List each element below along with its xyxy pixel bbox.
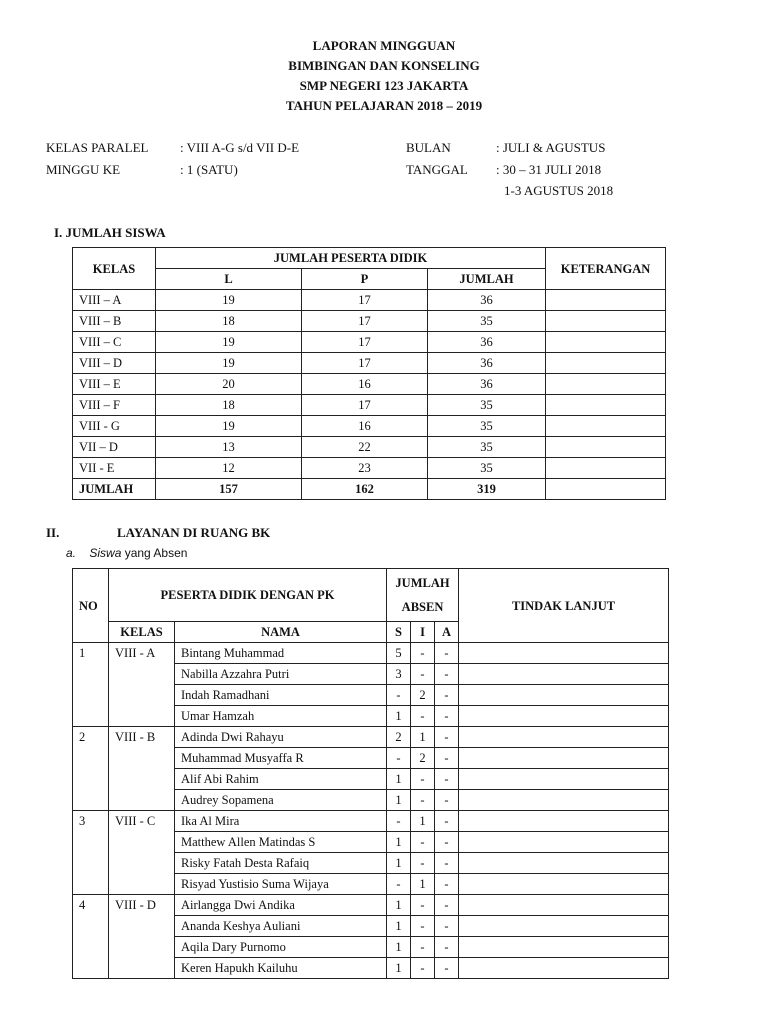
cell-i: 2 <box>411 685 435 706</box>
col-absen-header-line2: ABSEN <box>401 600 444 614</box>
cell-nama: Keren Hapukh Kailuhu <box>175 958 387 979</box>
cell-a: - <box>435 790 459 811</box>
cell-a: - <box>435 958 459 979</box>
cell-s: 1 <box>387 916 411 937</box>
col-i-header: I <box>411 622 435 643</box>
cell-no: 2 <box>73 727 109 811</box>
cell-tindak-lanjut <box>459 874 669 895</box>
cell-nama: Risyad Yustisio Suma Wijaya <box>175 874 387 895</box>
cell-kelas: VIII - G <box>73 416 156 437</box>
cell-nama: Matthew Allen Matindas S <box>175 832 387 853</box>
table-row <box>73 811 669 832</box>
table-row <box>73 416 666 437</box>
cell-kelas: VIII - B <box>109 727 175 811</box>
cell-a: - <box>435 937 459 958</box>
cell-nama: Airlangga Dwi Andika <box>175 895 387 916</box>
cell-nama: Audrey Sopamena <box>175 790 387 811</box>
cell-s: 3 <box>387 664 411 685</box>
cell-tindak-lanjut <box>459 664 669 685</box>
table-row <box>73 311 666 332</box>
section-1-title: I. JUMLAH SISWA <box>54 225 166 240</box>
cell-s: 1 <box>387 769 411 790</box>
cell-s: 2 <box>387 727 411 748</box>
cell-jumlah: 35 <box>428 311 546 332</box>
cell-l: 19 <box>156 416 302 437</box>
cell-tindak-lanjut <box>459 706 669 727</box>
jumlah-siswa-table <box>72 247 666 500</box>
cell-i: - <box>411 664 435 685</box>
cell-keterangan <box>546 311 666 332</box>
cell-kelas: VIII – B <box>73 311 156 332</box>
cell-a: - <box>435 811 459 832</box>
col-s-header: S <box>387 622 411 643</box>
cell-jumlah: 36 <box>428 290 546 311</box>
cell-nama: Umar Hamzah <box>175 706 387 727</box>
cell-i: - <box>411 790 435 811</box>
cell-p: 162 <box>302 479 428 500</box>
table-row <box>73 437 666 458</box>
bulan-label: BULAN <box>406 140 451 155</box>
cell-kelas: VIII – E <box>73 374 156 395</box>
cell-keterangan <box>546 437 666 458</box>
cell-keterangan <box>546 458 666 479</box>
cell-l: 157 <box>156 479 302 500</box>
cell-p: 17 <box>302 353 428 374</box>
cell-nama: Ika Al Mira <box>175 811 387 832</box>
cell-tindak-lanjut <box>459 727 669 748</box>
cell-kelas: JUMLAH <box>73 479 156 500</box>
cell-i: - <box>411 958 435 979</box>
cell-tindak-lanjut <box>459 748 669 769</box>
cell-nama: Indah Ramadhani <box>175 685 387 706</box>
cell-p: 17 <box>302 290 428 311</box>
cell-nama: Bintang Muhammad <box>175 643 387 664</box>
col-nama-header: NAMA <box>175 622 387 643</box>
subsection-a <box>66 546 187 560</box>
siswa-absen-table <box>72 568 669 979</box>
cell-i: - <box>411 937 435 958</box>
cell-i: - <box>411 643 435 664</box>
col-kelas-header: KELAS <box>73 248 156 290</box>
bulan-value: : JULI & AGUSTUS <box>496 140 606 155</box>
header-year: TAHUN PELAJARAN 2018 – 2019 <box>285 98 483 113</box>
cell-tindak-lanjut <box>459 685 669 706</box>
col-p-header: P <box>302 269 428 290</box>
tanggal-label: TANGGAL <box>406 162 468 177</box>
cell-jumlah: 35 <box>428 458 546 479</box>
cell-i: - <box>411 916 435 937</box>
cell-keterangan <box>546 290 666 311</box>
cell-i: - <box>411 895 435 916</box>
cell-a: - <box>435 874 459 895</box>
table-row <box>73 374 666 395</box>
table-row <box>73 395 666 416</box>
cell-kelas: VIII – A <box>73 290 156 311</box>
cell-a: - <box>435 748 459 769</box>
cell-p: 16 <box>302 374 428 395</box>
cell-l: 12 <box>156 458 302 479</box>
cell-s: 1 <box>387 958 411 979</box>
cell-p: 16 <box>302 416 428 437</box>
col-l-header: L <box>156 269 302 290</box>
tanggal-value-2: 1-3 AGUSTUS 2018 <box>504 183 614 198</box>
cell-p: 17 <box>302 332 428 353</box>
col-total-header: JUMLAH <box>428 269 546 290</box>
cell-a: - <box>435 916 459 937</box>
cell-jumlah: 36 <box>428 353 546 374</box>
minggu-value: : 1 (SATU) <box>180 162 238 177</box>
cell-i: - <box>411 832 435 853</box>
col-peserta-header: PESERTA DIDIK DENGAN PK <box>109 569 387 622</box>
cell-l: 19 <box>156 290 302 311</box>
cell-no: 3 <box>73 811 109 895</box>
cell-kelas: VIII – F <box>73 395 156 416</box>
cell-s: - <box>387 685 411 706</box>
header-subtitle: BIMBINGAN DAN KONSELING <box>288 58 480 73</box>
cell-kelas: VIII - D <box>109 895 175 979</box>
section-2-number: II. <box>46 525 60 540</box>
cell-i: - <box>411 706 435 727</box>
cell-p: 23 <box>302 458 428 479</box>
cell-nama: Adinda Dwi Rahayu <box>175 727 387 748</box>
cell-s: 1 <box>387 790 411 811</box>
cell-keterangan <box>546 332 666 353</box>
cell-s: - <box>387 874 411 895</box>
cell-l: 19 <box>156 353 302 374</box>
cell-jumlah: 319 <box>428 479 546 500</box>
cell-a: - <box>435 643 459 664</box>
cell-p: 22 <box>302 437 428 458</box>
cell-s: 1 <box>387 937 411 958</box>
cell-s: 1 <box>387 706 411 727</box>
cell-tindak-lanjut <box>459 832 669 853</box>
col-a-header: A <box>435 622 459 643</box>
table-row <box>73 458 666 479</box>
cell-no: 1 <box>73 643 109 727</box>
cell-no: 4 <box>73 895 109 979</box>
cell-tindak-lanjut <box>459 895 669 916</box>
cell-l: 19 <box>156 332 302 353</box>
cell-nama: Alif Abi Rahim <box>175 769 387 790</box>
cell-tindak-lanjut <box>459 811 669 832</box>
col-keterangan-header: KETERANGAN <box>546 248 666 290</box>
col-tindak-header: TINDAK LANJUT <box>459 569 669 643</box>
cell-nama: Muhammad Musyaffa R <box>175 748 387 769</box>
kelas-value: : VIII A-G s/d VII D-E <box>180 140 300 155</box>
cell-kelas: VIII - A <box>109 643 175 727</box>
tanggal-value: : 30 – 31 JULI 2018 <box>496 162 602 177</box>
cell-i: 1 <box>411 874 435 895</box>
cell-i: 1 <box>411 727 435 748</box>
header-title: LAPORAN MINGGUAN <box>312 38 456 53</box>
cell-keterangan <box>546 353 666 374</box>
cell-a: - <box>435 895 459 916</box>
cell-a: - <box>435 769 459 790</box>
cell-s: 5 <box>387 643 411 664</box>
cell-tindak-lanjut <box>459 937 669 958</box>
cell-l: 13 <box>156 437 302 458</box>
cell-s: 1 <box>387 832 411 853</box>
cell-kelas: VIII - C <box>109 811 175 895</box>
cell-nama: Ananda Keshya Auliani <box>175 916 387 937</box>
table-row <box>73 643 669 664</box>
cell-tindak-lanjut <box>459 958 669 979</box>
col-kelas-header: KELAS <box>109 622 175 643</box>
header-school: SMP NEGERI 123 JAKARTA <box>299 78 469 93</box>
table-row <box>73 895 669 916</box>
cell-i: - <box>411 769 435 790</box>
cell-a: - <box>435 727 459 748</box>
cell-nama: Aqila Dary Purnomo <box>175 937 387 958</box>
cell-jumlah: 35 <box>428 416 546 437</box>
cell-s: 1 <box>387 895 411 916</box>
section-2-title: LAYANAN DI RUANG BK <box>117 525 271 540</box>
cell-nama: Risky Fatah Desta Rafaiq <box>175 853 387 874</box>
cell-p: 17 <box>302 395 428 416</box>
col-jumlah-header: JUMLAH PESERTA DIDIK <box>156 248 546 269</box>
cell-tindak-lanjut <box>459 916 669 937</box>
report-header <box>0 36 768 116</box>
table-row <box>73 332 666 353</box>
cell-nama: Nabilla Azzahra Putri <box>175 664 387 685</box>
col-absen-header-line1: JUMLAH <box>395 576 450 590</box>
table-row <box>73 353 666 374</box>
cell-l: 18 <box>156 311 302 332</box>
cell-keterangan <box>546 395 666 416</box>
col-absen-header <box>387 569 459 622</box>
cell-kelas: VIII – C <box>73 332 156 353</box>
cell-s: 1 <box>387 853 411 874</box>
cell-tindak-lanjut <box>459 643 669 664</box>
cell-i: 1 <box>411 811 435 832</box>
cell-p: 17 <box>302 311 428 332</box>
table-row <box>73 727 669 748</box>
cell-jumlah: 35 <box>428 395 546 416</box>
cell-kelas: VIII – D <box>73 353 156 374</box>
cell-jumlah: 36 <box>428 374 546 395</box>
subsection-italic: Siswa <box>89 546 122 560</box>
cell-i: 2 <box>411 748 435 769</box>
cell-l: 20 <box>156 374 302 395</box>
cell-a: - <box>435 664 459 685</box>
cell-keterangan <box>546 479 666 500</box>
cell-a: - <box>435 832 459 853</box>
cell-s: - <box>387 811 411 832</box>
cell-a: - <box>435 853 459 874</box>
minggu-label: MINGGU KE <box>46 162 121 177</box>
cell-kelas: VII – D <box>73 437 156 458</box>
cell-tindak-lanjut <box>459 853 669 874</box>
cell-l: 18 <box>156 395 302 416</box>
cell-a: - <box>435 706 459 727</box>
cell-keterangan <box>546 374 666 395</box>
cell-kelas: VII - E <box>73 458 156 479</box>
col-no-header: NO <box>73 569 109 643</box>
kelas-label: KELAS PARALEL <box>46 140 149 155</box>
cell-s: - <box>387 748 411 769</box>
subsection-letter: a. <box>66 546 77 560</box>
cell-tindak-lanjut <box>459 790 669 811</box>
cell-jumlah: 36 <box>428 332 546 353</box>
cell-tindak-lanjut <box>459 769 669 790</box>
cell-jumlah: 35 <box>428 437 546 458</box>
subsection-rest: yang Absen <box>121 546 188 560</box>
table-row <box>73 290 666 311</box>
cell-a: - <box>435 685 459 706</box>
cell-keterangan <box>546 416 666 437</box>
total-row <box>73 479 666 500</box>
cell-i: - <box>411 853 435 874</box>
